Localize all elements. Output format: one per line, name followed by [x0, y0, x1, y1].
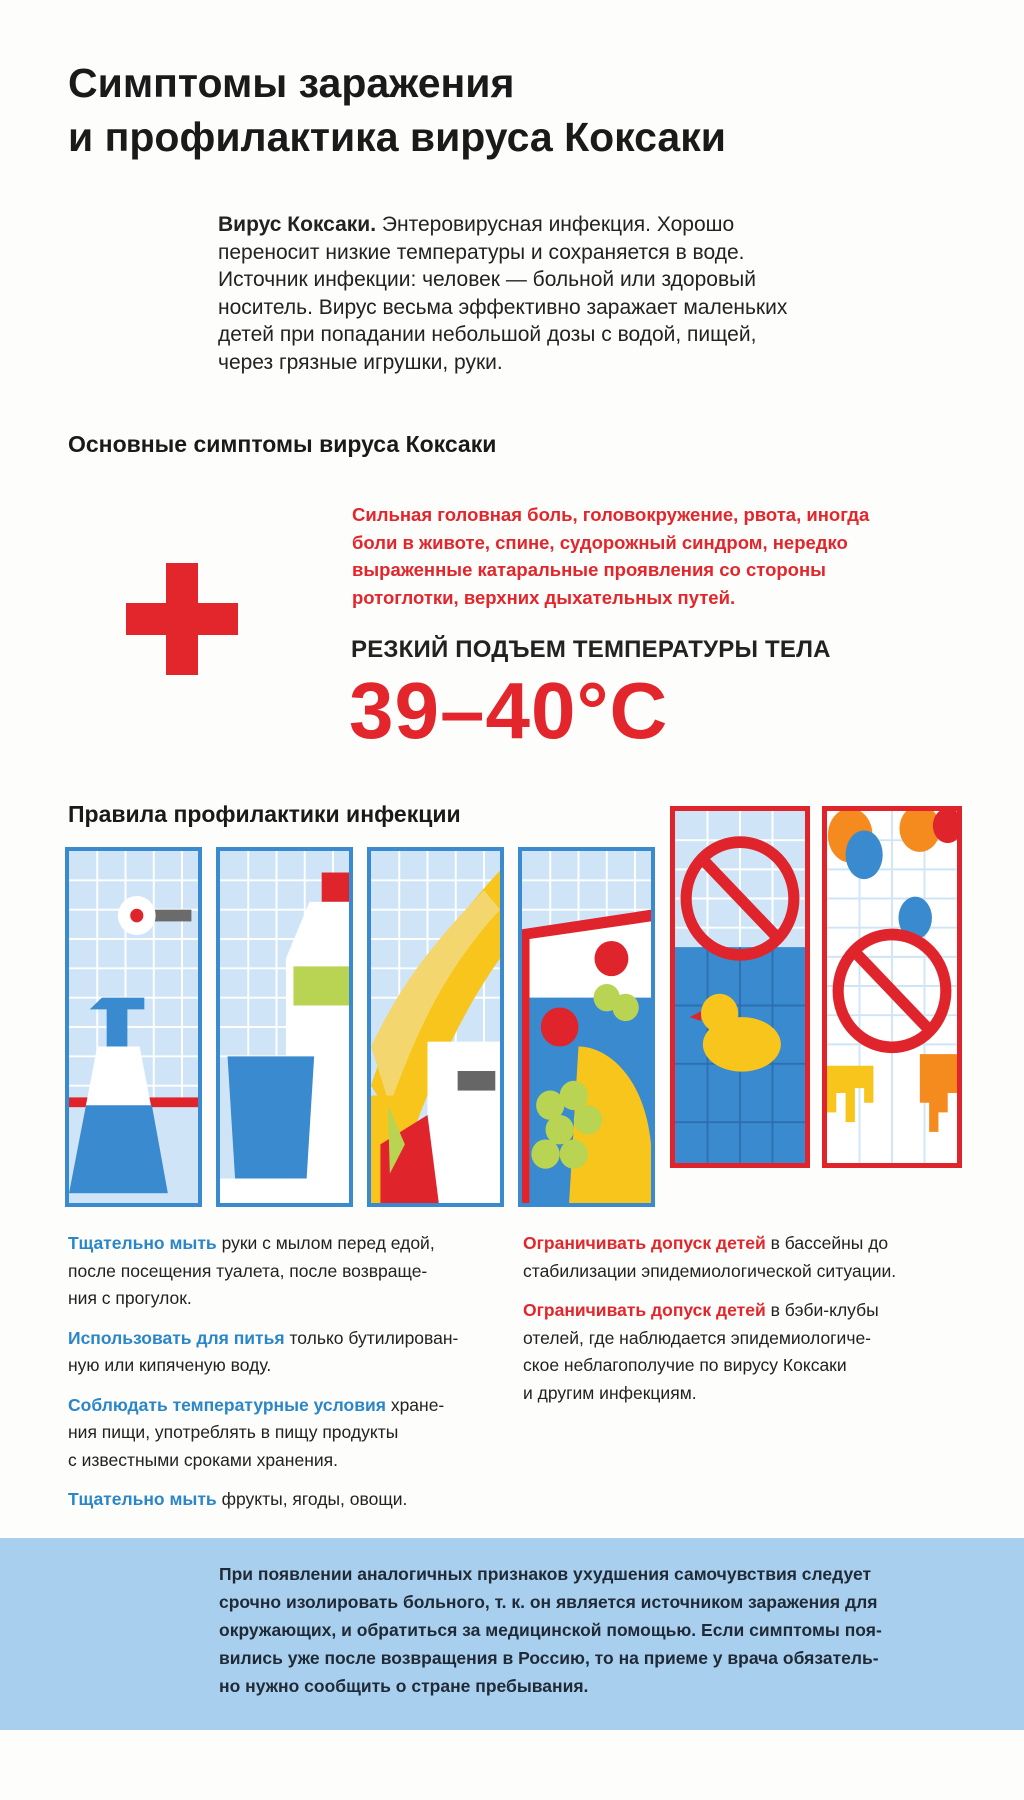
rules-left [68, 1230, 508, 1526]
medical-cross-icon [126, 563, 238, 675]
panel-no-baby-clubs [822, 806, 962, 1168]
prevention-heading: Правила профилактики инфекции [68, 801, 461, 827]
footer-line-2: срочно изолировать больного, т. к. он является источником заражения для [219, 1592, 878, 1612]
footer-text [219, 1560, 979, 1700]
intro-line-5: детей при попадании небольшой дозы с водой, пищей, [218, 323, 757, 346]
symptoms-line-3: выраженные катаральные проявления со стороны [352, 559, 826, 580]
page-title [68, 56, 948, 164]
panel-washing-fruits [518, 847, 655, 1207]
rule-highlight: Использовать для питья [68, 1327, 285, 1348]
rule-highlight: Тщательно мыть [68, 1233, 217, 1253]
rule-highlight: Тщательно мыть [68, 1489, 217, 1509]
symptoms-heading: Основные симптомы вируса Коксаки [68, 431, 497, 457]
rule-highlight: Ограничивать допуск детей [523, 1300, 766, 1320]
symptoms-line-2: боли в животе, спине, судорожный синдром, нередко [352, 531, 848, 553]
temperature-label: РЕЗКИЙ ПОДЪЕМ ТЕМПЕРАТУРЫ ТЕЛА [351, 636, 831, 663]
footer-line-5: но нужно сообщить о стране пребывания. [219, 1676, 589, 1696]
symptoms-line-4: ротоглотки, верхних дыхательных путей. [352, 586, 736, 608]
footer-line-4: вились уже после возвращения в Россию, то на приеме у врача обязатель- [219, 1648, 879, 1668]
title-line-2: и профилактика вируса Коксаки [68, 114, 726, 160]
symptoms-line-1: Сильная головная боль, головокружение, рвота, иногда [352, 504, 870, 525]
intro-line-6: через грязные игрушки, руки. [218, 350, 503, 374]
footer-line-1: При появлении аналогичных признаков ухудшения самочувствия следует [219, 1564, 872, 1584]
rule-highlight: Соблюдать температурные условия [68, 1394, 386, 1415]
intro-line-1 [218, 211, 978, 239]
rule-limit-pools: Ограничивать допуск детей в бассейны до стабилизации эпидемиологической ситуации. [523, 1233, 897, 1281]
intro-line-4: носитель. Вирус весьма эффективно заражает маленьких [218, 295, 788, 319]
rule-wash-fruits: Тщательно мыть фрукты, ягоды, овощи. [68, 1489, 408, 1509]
footer-line-3: окружающих, и обратиться за медицинской помощью. Если симптомы поя- [219, 1620, 882, 1640]
panel-no-pools [670, 806, 810, 1168]
panel-bottled-water [216, 847, 353, 1207]
symptoms-text [352, 501, 952, 611]
intro-line-1-rest: Энтеровирусная инфекция. Хорошо [376, 213, 735, 236]
temperature-value: 39–40°C [349, 666, 669, 755]
footer-warning [0, 1538, 1024, 1730]
panel-washing-hands [65, 847, 202, 1207]
intro-line-2: переносит низкие температуры и сохраняется в воде. [218, 240, 745, 264]
rule-bottled-water: Использовать для питья только бутилирован- ную или кипяченую воду. [68, 1327, 459, 1375]
rules-right [523, 1230, 983, 1419]
panel-food-storage [367, 847, 504, 1207]
rule-highlight: Ограничивать допуск детей [523, 1233, 766, 1253]
intro-paragraph [218, 211, 978, 376]
rule-food-storage: Соблюдать температурные условия хране- ния пищи, употреблять в пищу продукты с известными сроками хранения. [68, 1394, 445, 1470]
rule-limit-baby-clubs: Ограничивать допуск детей в бэби-клубы отелей, где наблюдается эпидемиологиче- ское неблагополучие по вирусу Коксаки и другим инфекциям. [523, 1300, 879, 1403]
title-line-1: Симптомы заражения [68, 60, 515, 106]
intro-line-3: Источник инфекции: человек — больной или здоровый [218, 268, 756, 291]
rule-wash-hands: Тщательно мыть руки с мылом перед едой, после посещения туалета, после возвраще- ния с прогулок. [68, 1233, 435, 1308]
intro-virus-name: Вирус Коксаки. [218, 213, 377, 236]
